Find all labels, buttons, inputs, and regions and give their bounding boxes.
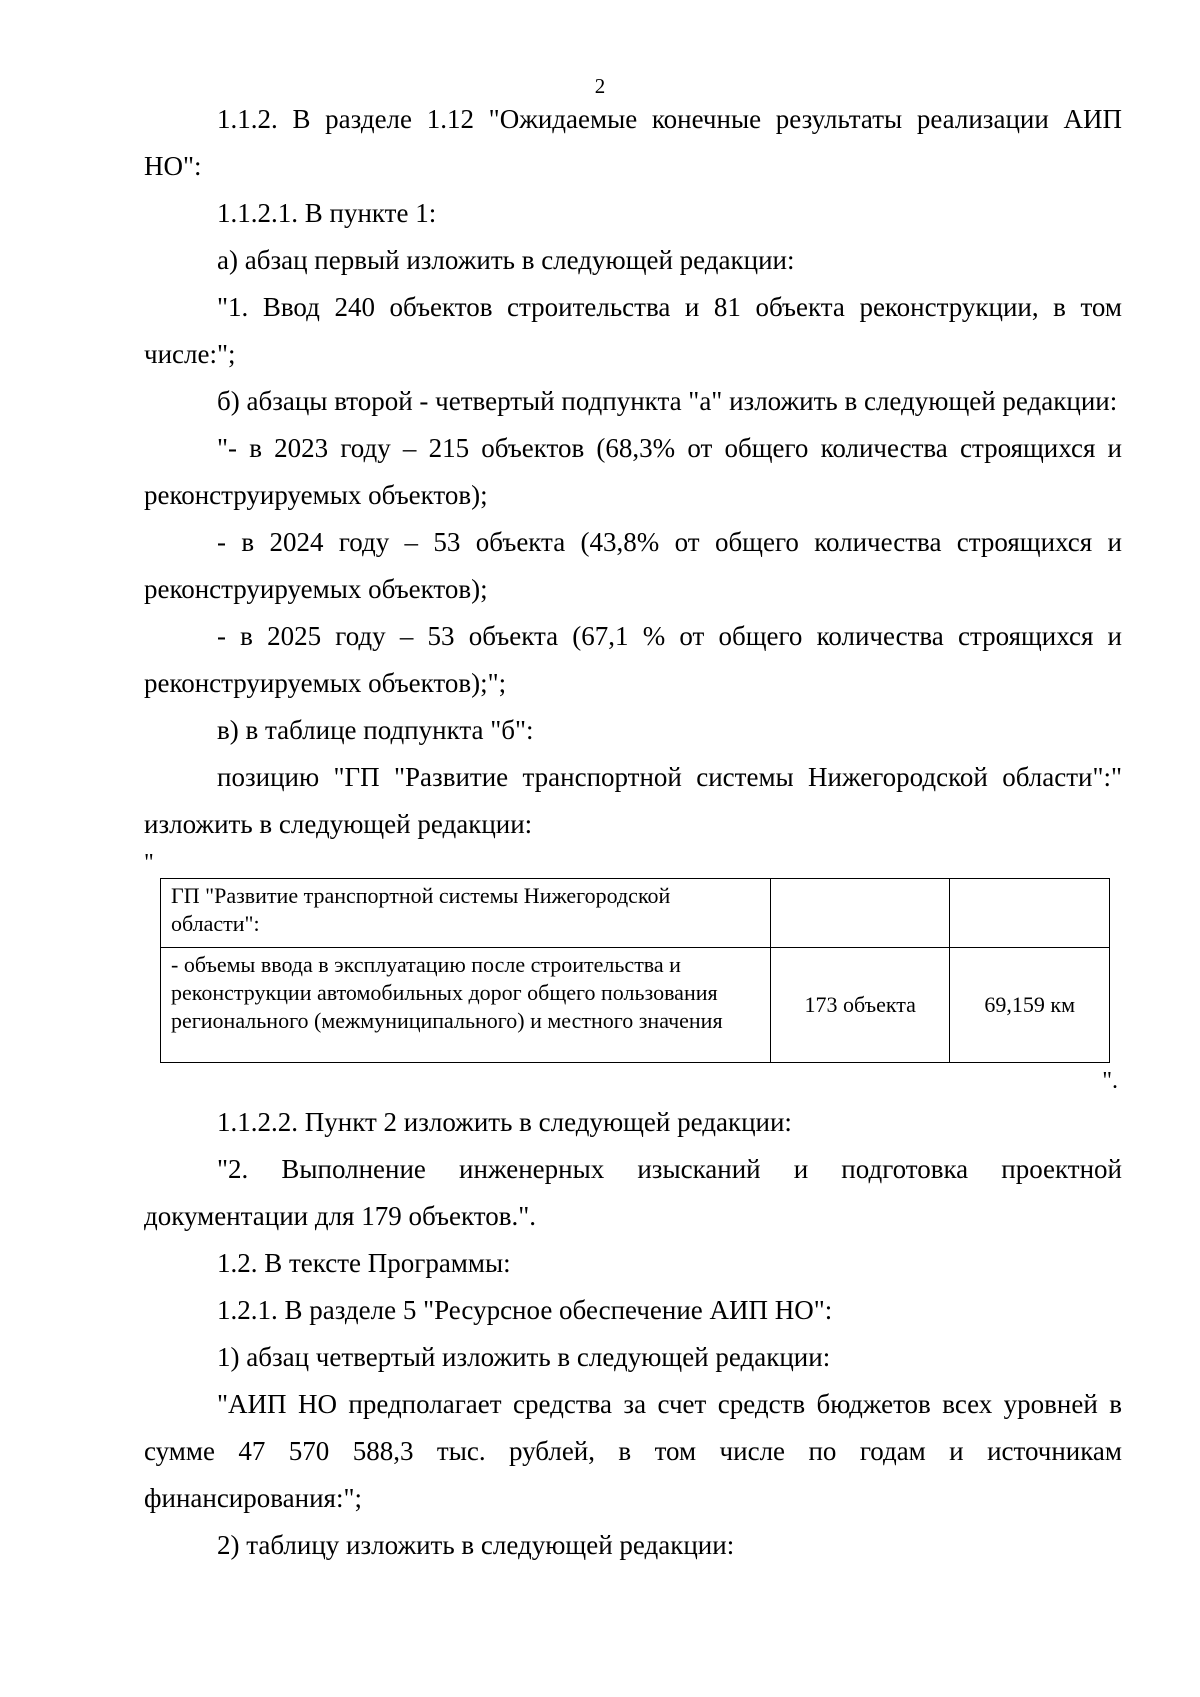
paragraph: "- в 2023 году – 215 объектов (68,3% от общего количества строящихся и реконструируемых объектов); [144, 433, 1122, 510]
paragraph: "АИП НО предполагает средства за счет средств бюджетов всех уровней в сумме 47 570 588,3 тыс. рублей, в том числе по годам и источникам финансирования:"; [144, 1389, 1122, 1513]
paragraph: - в 2025 году – 53 объекта (67,1 % от общего количества строящихся и реконструируемых объектов);"; [144, 621, 1122, 698]
paragraph: а) абзац первый изложить в следующей редакции: [217, 245, 795, 275]
table-cell-count [771, 879, 950, 948]
document-body [144, 96, 1122, 1569]
paragraph: 1.1.2.1. В пункте 1: [217, 198, 437, 228]
table-cell-length [950, 879, 1110, 948]
paragraph: "1. Ввод 240 объектов строительства и 81 объекта реконструкции, в том числе:"; [144, 292, 1122, 369]
table-cell-length: 69,159 км [950, 948, 1110, 1063]
paragraph: 1.2.1. В разделе 5 "Ресурсное обеспечение АИП НО": [217, 1295, 833, 1325]
paragraph: 1) абзац четвертый изложить в следующей редакции: [217, 1342, 831, 1372]
table-cell-label: - объемы ввода в эксплуатацию после строительства и реконструкции автомобильных дорог общего пользования регионального (межмуниципального) и местного значения [161, 948, 771, 1063]
table-row [161, 879, 1110, 948]
paragraph: 1.1.2. В разделе 1.12 "Ожидаемые конечные результаты реализации АИП НО": [144, 104, 1122, 181]
paragraph: в) в таблице подпункта "б": [217, 715, 534, 745]
paragraph: позицию "ГП "Развитие транспортной системы Нижегородской области":" изложить в следующей редакции: [144, 762, 1122, 839]
indicators-table [160, 878, 1110, 1063]
table-cell-count: 173 объекта [771, 948, 950, 1063]
table-cell-label: ГП "Развитие транспортной системы Нижегородской области": [161, 879, 771, 948]
paragraph: 1.1.2.2. Пункт 2 изложить в следующей редакции: [217, 1107, 792, 1137]
paragraph: - в 2024 году – 53 объекта (43,8% от общего количества строящихся и реконструируемых объектов); [144, 527, 1122, 604]
opening-quote-mark: " [144, 850, 154, 876]
paragraph: 2) таблицу изложить в следующей редакции: [217, 1530, 735, 1560]
paragraph: б) абзацы второй - четвертый подпункта "а" изложить в следующей редакции: [217, 386, 1118, 416]
table-row [161, 948, 1110, 1063]
page-number: 2 [594, 74, 606, 98]
closing-quote-mark: ". [1102, 1068, 1118, 1094]
paragraph: 1.2. В тексте Программы: [217, 1248, 511, 1278]
paragraph: "2. Выполнение инженерных изысканий и подготовка проектной документации для 179 объектов.". [144, 1154, 1122, 1231]
